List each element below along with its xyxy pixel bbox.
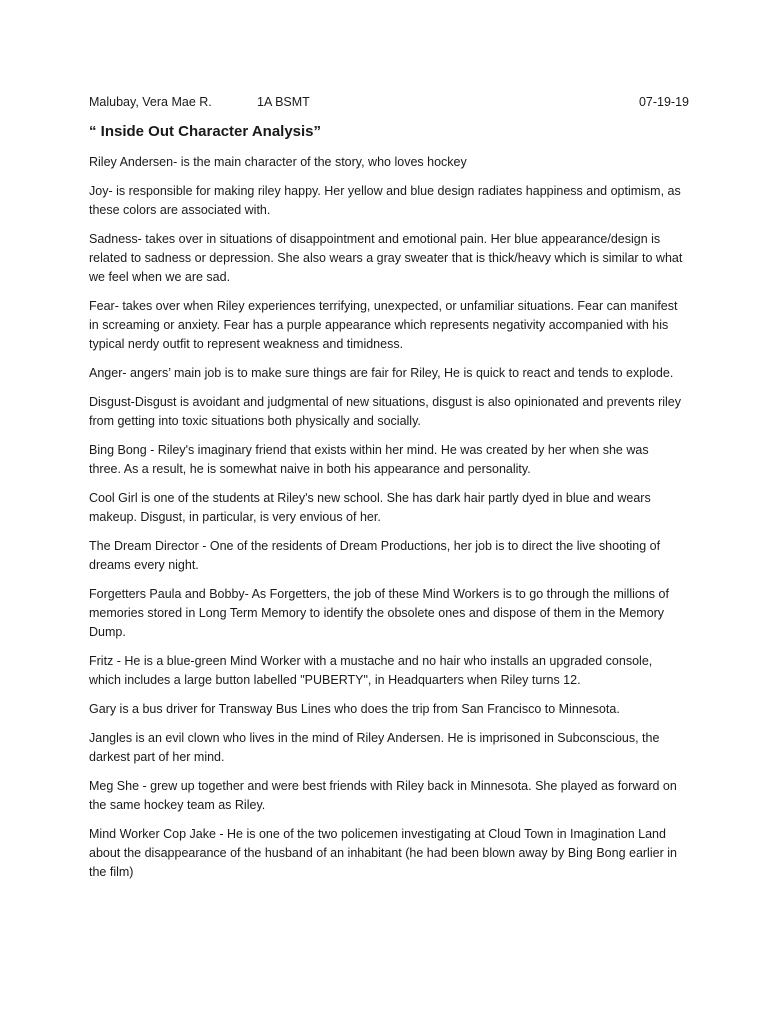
paragraph-jangles: Jangles is an evil clown who lives in the mind of Riley Andersen. He is imprisoned in Subconscious, the darkest part of her mind. xyxy=(89,731,660,764)
paragraph-fear: Fear- takes over when Riley experiences terrifying, unexpected, or unfamiliar situations. Fear can manifest in screaming or anxiety. Fear has a purple appearance which represents negativity accompanied with his typical nerdy outfit to represent weakness and timidness. xyxy=(89,299,678,351)
document-header xyxy=(89,94,689,112)
paragraph-meg: Meg She - grew up together and were best friends with Riley back in Minnesota. She played as forward on the same hockey team as Riley. xyxy=(89,779,677,812)
student-section: 1A BSMT xyxy=(257,95,310,109)
paragraph-disgust: Disgust-Disgust is avoidant and judgmental of new situations, disgust is also opinionated and prevents riley from getting into toxic situations both physically and socially. xyxy=(89,395,681,428)
paragraph-bing-bong: Bing Bong - Riley's imaginary friend that exists within her mind. He was created by her when she was three. As a result, he is somewhat naive in both his appearance and personality. xyxy=(89,443,649,476)
paragraph-gary: Gary is a bus driver for Transway Bus Lines who does the trip from San Francisco to Minnesota. xyxy=(89,702,620,716)
paragraph-cool-girl: Cool Girl is one of the students at Riley's new school. She has dark hair partly dyed in blue and wears makeup. Disgust, in particular, is very envious of her. xyxy=(89,491,651,524)
paragraph-dream-director: The Dream Director - One of the residents of Dream Productions, her job is to direct the live shooting of dreams every night. xyxy=(89,539,661,572)
student-name: Malubay, Vera Mae R. xyxy=(89,95,212,109)
paragraph-sadness: Sadness- takes over in situations of disappointment and emotional pain. Her blue appearance/design is related to sadness or depression. She also wears a gray sweater that is thick/heavy which is similar to what we feel when we are sad. xyxy=(89,232,683,284)
paragraph-anger: Anger- angers’ main job is to make sure things are fair for Riley, He is quick to react and tends to explode. xyxy=(89,366,674,380)
paragraph-joy: Joy- is responsible for making riley happy. Her yellow and blue design radiates happiness and optimism, as these colors are associated with. xyxy=(89,184,681,217)
document-date: 07-19-19 xyxy=(638,95,689,109)
paragraph-riley: Riley Andersen- is the main character of the story, who loves hockey xyxy=(89,155,467,169)
paragraph-fritz: Fritz - He is a blue-green Mind Worker with a mustache and no hair who installs an upgraded console, which includes a large button labelled "PUBERTY", in Headquarters when Riley turns 12. xyxy=(89,654,653,687)
document-page xyxy=(89,94,689,882)
paragraph-forgetters: Forgetters Paula and Bobby- As Forgetters, the job of these Mind Workers is to go through the millions of memories stored in Long Term Memory to identify the obsolete ones and dispose of them in the Memory Dump. xyxy=(89,587,669,639)
document-title: “ Inside Out Character Analysis” xyxy=(89,123,322,140)
paragraph-cop-jake: Mind Worker Cop Jake - He is one of the two policemen investigating at Cloud Town in Imagination Land about the disappearance of the husband of an inhabitant (he had been blown away by Bing Bong earlier in the film) xyxy=(89,827,677,879)
